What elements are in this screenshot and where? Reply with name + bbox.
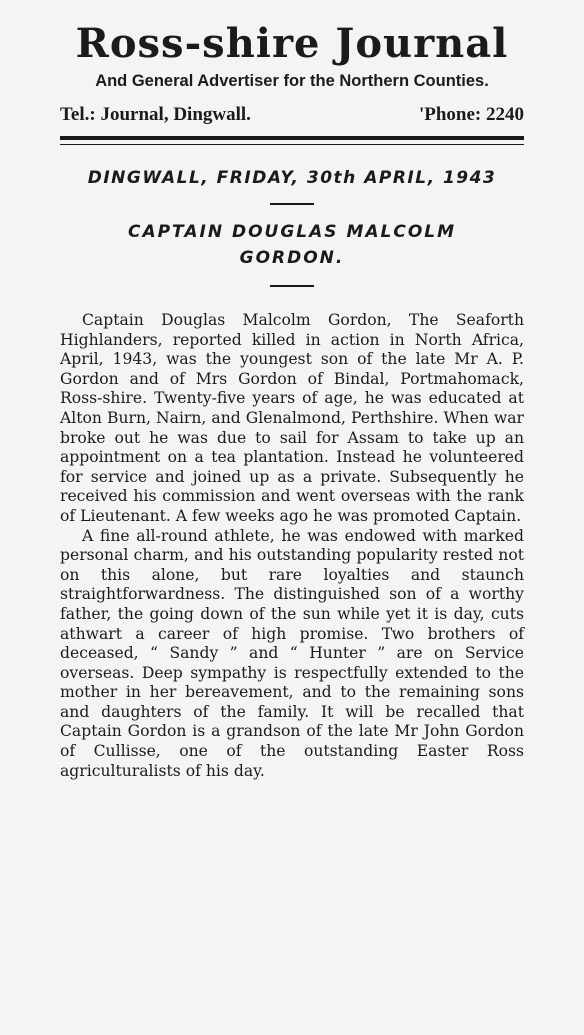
article-body — [60, 311, 524, 781]
article-paragraph: Captain Douglas Malcolm Gordon, The Seaforth Highlanders, reported killed in action in North Africa, April, 1943, was the youngest son of the late Mr A. P. Gordon and of Mrs Gordon of Bindal, Portmahomack, Ross-shire. Twenty-five years of age, he was educated at Alton Burn, Nairn, and Glenalmond, Perthshire. When war broke out he was due to sail for Assam to take up an appointment on a tea plantation. Instead he volunteered for service and joined up as a private. Subsequently he received his commission and went overseas with the rank of Lieutenant. A few weeks ago he was promoted Captain. — [60, 311, 524, 525]
phone-number: 'Phone: 2240 — [418, 104, 524, 125]
dateline: DINGWALL, FRIDAY, 30th APRIL, 1943 — [87, 168, 497, 188]
section-divider — [270, 285, 314, 287]
masthead-title: Ross-shire Journal — [75, 20, 509, 67]
telegraph-address: Tel.: Journal, Dingwall. — [60, 104, 251, 125]
contact-line — [60, 104, 524, 126]
article-headline: CAPTAIN DOUGLAS MALCOLM GORDON. — [127, 222, 457, 268]
masthead-divider — [60, 136, 524, 145]
article-paragraph: A fine all-round athlete, he was endowed with marked personal charm, and his outstanding popularity rested not on this alone, but rare loyalties and staunch straightforwardness. The distinguished son of a worthy father, the going down of the sun while yet it is day, cuts athwart a career of high promise. Two brothers of deceased, “ Sandy ” and “ Hunter ” are on Service overseas. Deep sympathy is respectfully extended to the mother in her bereavement, and to the remaining sons and daughters of the family. It will be recalled that Captain Gordon is a grandson of the late Mr John Gordon of Cullisse, one of the outstanding Easter Ross agriculturalists of his day. — [60, 526, 524, 780]
section-divider — [270, 203, 314, 205]
masthead-subtitle: And General Advertiser for the Northern Counties. — [95, 72, 489, 90]
